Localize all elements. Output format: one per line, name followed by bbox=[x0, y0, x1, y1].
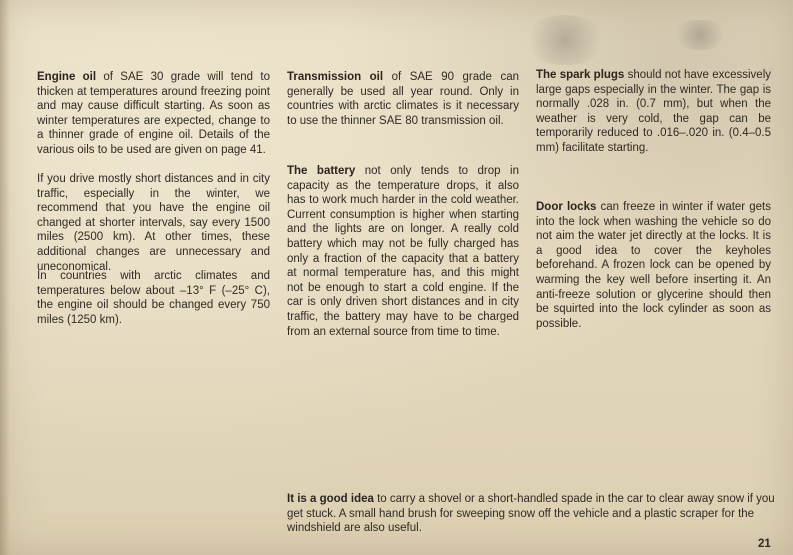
arctic-text: In countries with arctic climates and temperatures below about –13° F (–25° C), the engine oil should be changed every 750 miles (1250 km). bbox=[37, 270, 270, 326]
battery-text: not only tends to drop in capacity as the temperature drops, it also has to work much harder in the cold weather. Current consumption is higher when starting and the lights are on longer. A really cold battery which may not be fully charged has only a fraction of the capacity that a battery at normal temperature has, and this might not be enough to start a cold engine. If the car is only driven short distances and in city traffic, the battery may have to be charged from an external source from time to time. bbox=[287, 165, 519, 338]
engine-oil-paragraph bbox=[37, 70, 270, 158]
transmission-oil-heading: Transmission oil bbox=[287, 71, 384, 83]
battery-paragraph bbox=[287, 164, 519, 339]
door-locks-text: can freeze in winter if water gets into the lock when washing the vehicle so do not aim the water jet directly at the locks. It is a good idea to cover the keyholes beforehand. A frozen lock can be opened by warming the key well before inserting it. An anti-freeze solution or glycerine should then be squirted into the lock cylinder as soon as possible. bbox=[536, 201, 771, 330]
spark-plugs-paragraph bbox=[536, 68, 771, 156]
engine-oil-text: of SAE 30 grade will tend to thicken at temperatures around freezing point and may cause difficult starting. As soon as winter temperatures are expected, change to a thinner grade of engine oil. Details of the various oils to be used are given on page 41. bbox=[37, 71, 270, 156]
transmission-oil-text: of SAE 90 grade can generally be used all year round. Only in countries with arctic climates is it necessary to use the thinner SAE 80 transmission oil. bbox=[287, 71, 520, 127]
transmission-oil-paragraph bbox=[287, 70, 519, 128]
good-idea-paragraph bbox=[287, 492, 775, 536]
door-locks-paragraph bbox=[536, 200, 771, 331]
arctic-paragraph bbox=[37, 269, 270, 327]
short-distances-text: If you drive mostly short distances and in city traffic, especially in the winter, we recommend that you have the engine oil changed at shorter intervals, say every 1500 miles (2500 km). At other times, these additional changes are unnecessary and uneconomical. bbox=[37, 173, 270, 273]
stain-mark bbox=[670, 20, 730, 50]
battery-heading: The battery bbox=[287, 165, 356, 177]
page-number: 21 bbox=[758, 538, 771, 550]
door-locks-heading: Door locks bbox=[536, 201, 597, 213]
engine-oil-heading: Engine oil bbox=[37, 71, 97, 83]
good-idea-heading: It is a good idea bbox=[287, 493, 374, 505]
short-distances-paragraph bbox=[37, 172, 270, 274]
spark-plugs-text: should not have excessively large gaps especially in the winter. The gap is normally .028 in. (0.7 mm), but when the weather is very cold, the gap can be temporarily reduced to .016–.020 in. (0.4–0.5 mm) facilitate starting. bbox=[536, 69, 771, 154]
spark-plugs-heading: The spark plugs bbox=[536, 69, 625, 81]
stain-mark bbox=[520, 15, 610, 65]
good-idea-text: to carry a shovel or a short-handled spade in the car to clear away snow if you get stuck. A small hand brush for sweeping snow off the vehicle and a plastic scraper for the windshield are also useful. bbox=[287, 493, 775, 535]
page-fold-shadow bbox=[0, 0, 10, 555]
